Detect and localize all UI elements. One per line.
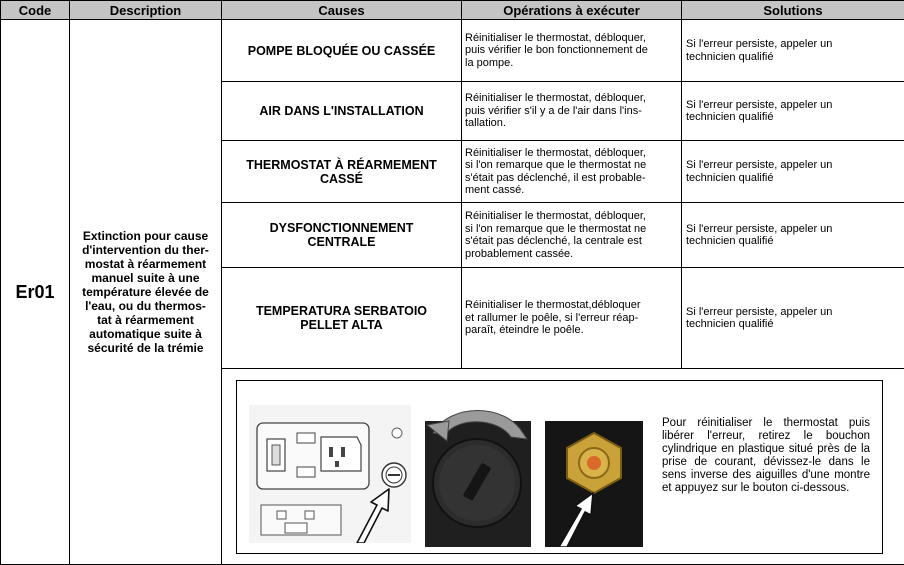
cause-pump: POMPE BLOQUÉE OU CASSÉE xyxy=(222,20,462,82)
solution-centrale: Si l'erreur persiste, appeler un technicien qualifié xyxy=(682,203,904,268)
operation-pellet: Réinitialiser le thermostat,débloquer et rallumer le poêle, si l'erreur réap- paraît, éteindre le poêle. xyxy=(462,268,682,369)
solution-air: Si l'erreur persiste, appeler un technicien qualifié xyxy=(682,82,904,141)
operation-pump: Réinitialiser le thermostat, débloquer, puis vérifier le bon fonctionnement de la pompe. xyxy=(462,20,682,82)
reset-cap-illustration xyxy=(425,403,531,547)
solution-thermostat: Si l'erreur persiste, appeler un technicien qualifié xyxy=(682,141,904,203)
header-solutions: Solutions xyxy=(682,1,904,20)
solution-pump: Si l'erreur persiste, appeler un technicien qualifié xyxy=(682,20,904,82)
reset-instructions-text: Pour réinitialiser le thermostat puis libérer l'erreur, retirez le bouchon cylindrique en plastique situé près de la prise de courant, dévissez-le dans le sens inverse des aiguilles d'une montre et appuyez sur le bouton ci-dessous. xyxy=(662,417,870,494)
header-causes: Causes xyxy=(222,1,462,20)
reset-instructions-cell xyxy=(222,369,904,565)
operation-centrale: Réinitialiser le thermostat, débloquer, si l'on remarque que le thermostat ne s'était pas déclenché, la centrale est probablement cassée. xyxy=(462,203,682,268)
cause-pellet: TEMPERATURA SERBATOIO PELLET ALTA xyxy=(222,268,462,369)
operation-air: Réinitialiser le thermostat, débloquer, puis vérifier s'il y a de l'air dans l'ins- tallation. xyxy=(462,82,682,141)
error-description: Extinction pour cause d'intervention du ther- mostat à réarmement manuel suite à une température élevée de l'eau, ou du thermos- tat à réarmement automatique suite à sécurité de la trémie xyxy=(70,20,222,565)
solution-pellet: Si l'erreur persiste, appeler un technicien qualifié xyxy=(682,268,904,369)
power-socket-illustration xyxy=(249,405,411,543)
reset-button-illustration xyxy=(545,421,643,547)
error-code: Er01 xyxy=(1,20,70,565)
header-row xyxy=(1,1,904,20)
cause-centrale: DYSFONCTIONNEMENT CENTRALE xyxy=(222,203,462,268)
header-description: Description xyxy=(70,1,222,20)
operation-thermostat: Réinitialiser le thermostat, débloquer, si l'on remarque que le thermostat ne s'était pas déclenché, il est probable- ment cassé. xyxy=(462,141,682,203)
header-code: Code xyxy=(1,1,70,20)
reset-instructions-frame xyxy=(236,380,883,554)
cause-thermostat: THERMOSTAT À RÉARMEMENT CASSÉ xyxy=(222,141,462,203)
cause-air: AIR DANS L'INSTALLATION xyxy=(222,82,462,141)
table-row xyxy=(1,20,904,82)
header-operations: Opérations à exécuter xyxy=(462,1,682,20)
